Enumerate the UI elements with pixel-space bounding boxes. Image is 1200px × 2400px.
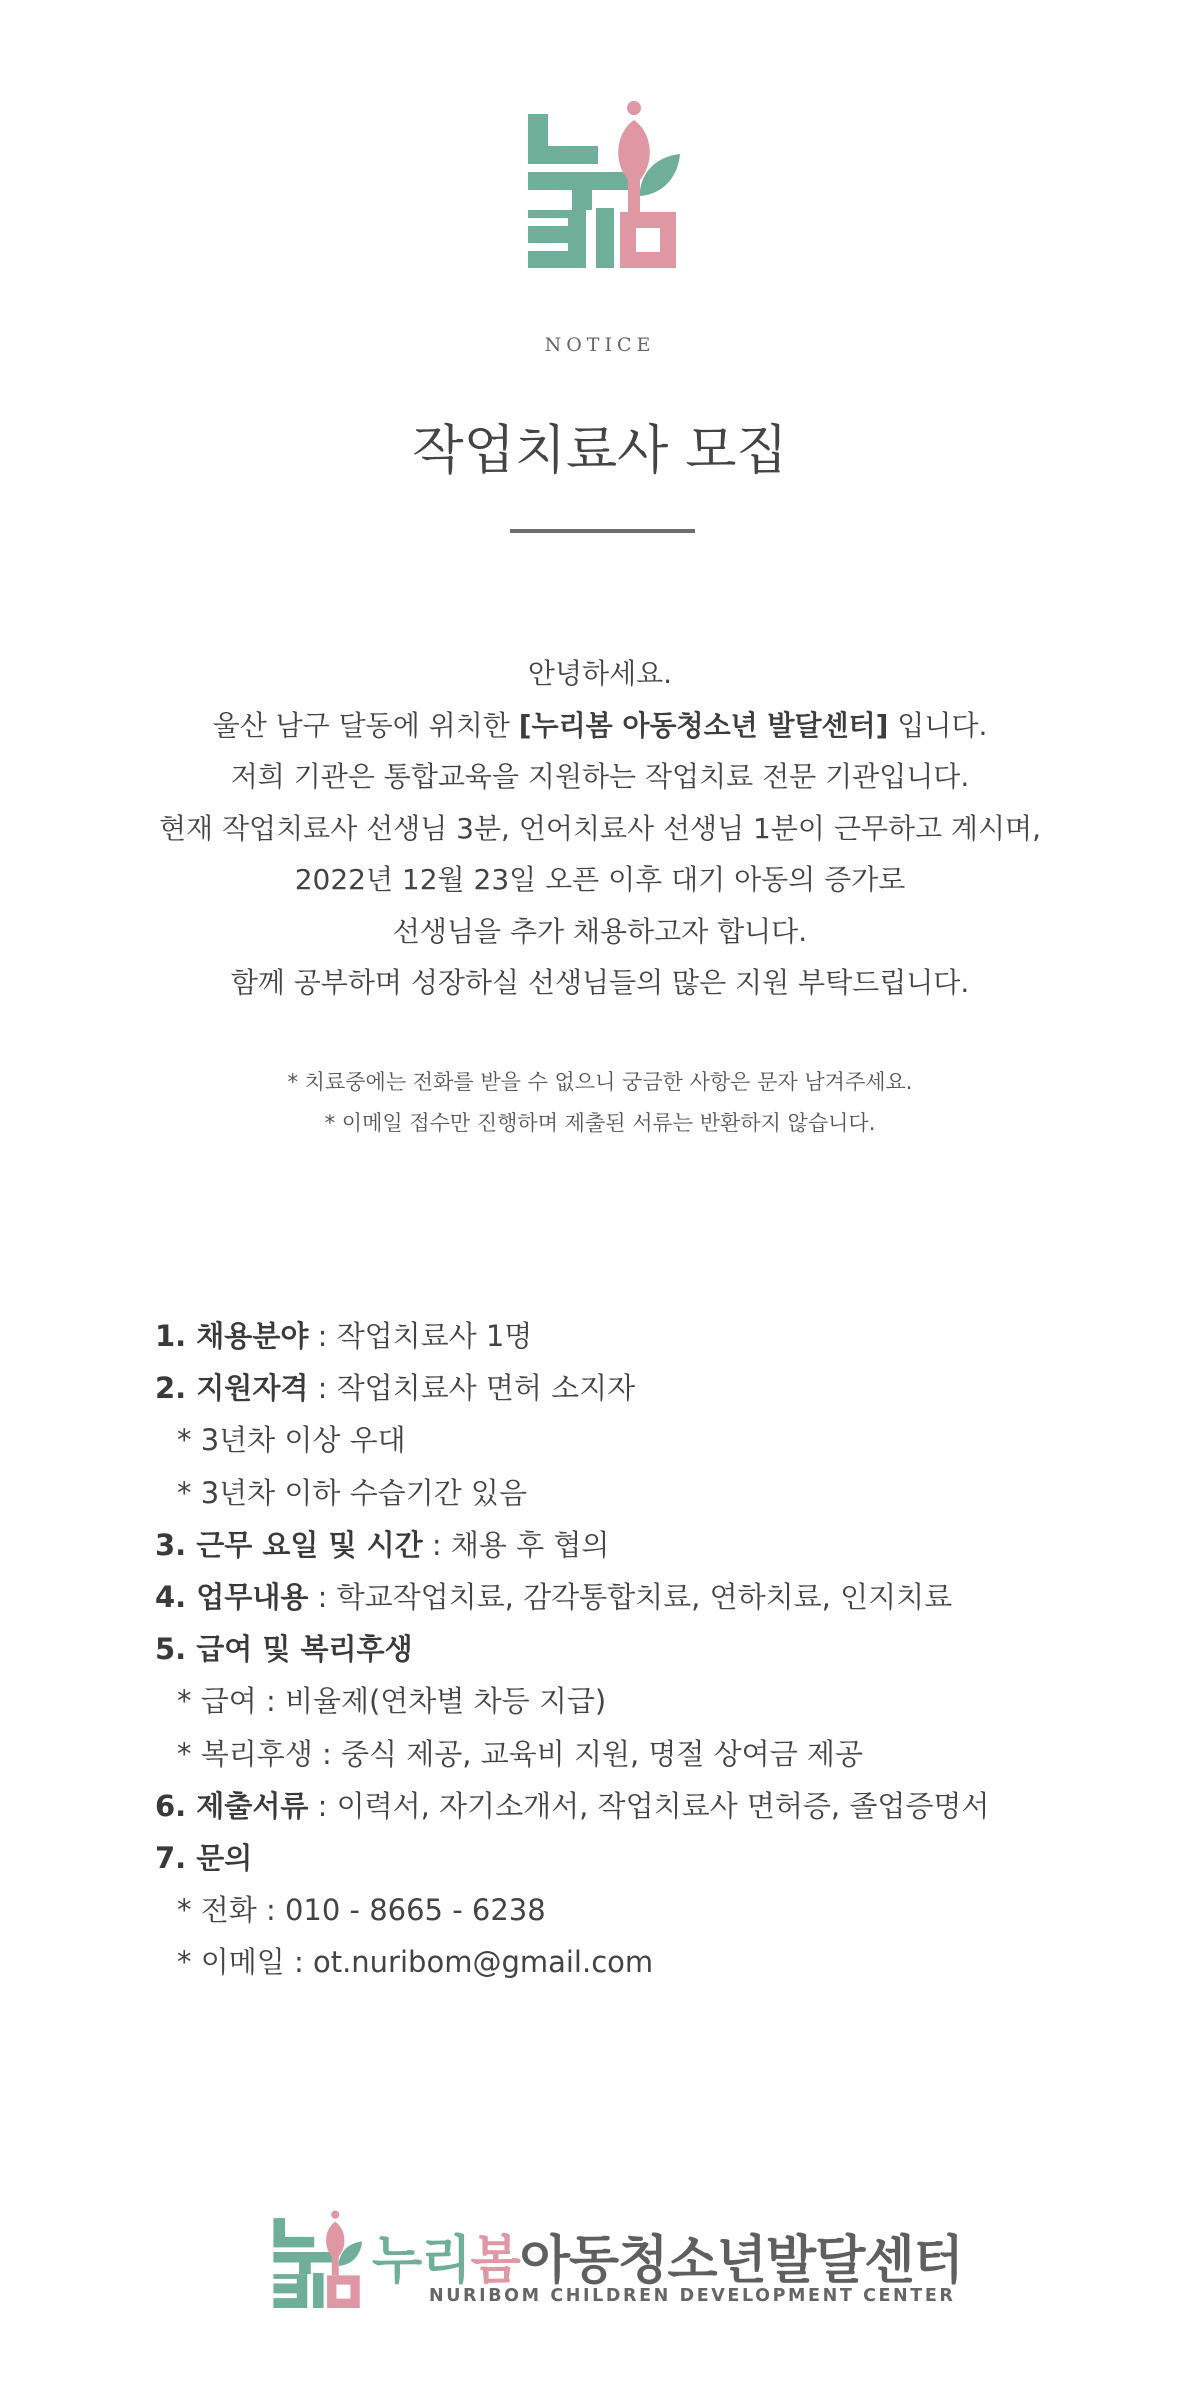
detail-key: 6. 제출서류 — [155, 1788, 309, 1823]
note-phone: * 치료중에는 전화를 받을 수 없으니 궁금한 사항은 문자 남겨주세요. — [287, 1070, 913, 1094]
detail-row — [155, 1519, 1115, 1571]
footer-name-part: 봄 — [470, 2231, 520, 2291]
detail-row — [155, 1571, 1115, 1623]
intro-line: 2022년 12월 23일 오픈 이후 대기 아동의 증가로 — [294, 863, 906, 896]
detail-value: : 학교작업치료, 감각통합치료, 연하치료, 인지치료 — [308, 1580, 953, 1615]
footer-center-name — [372, 2218, 963, 2293]
detail-key: 1. 채용분야 — [155, 1319, 309, 1353]
page-title: 작업치료사 모집 — [412, 420, 788, 481]
nuribom-logo-icon — [268, 2210, 364, 2308]
notice-label: NOTICE — [544, 334, 656, 356]
intro-line: 안녕하세요. — [527, 657, 673, 690]
intro-paragraph — [0, 648, 1200, 1009]
detail-value: : 채용 후 협의 — [422, 1527, 610, 1562]
detail-row — [155, 1623, 1115, 1675]
footer-name-part: 아동청소년발달센터 — [519, 2231, 963, 2291]
detail-row — [155, 1832, 1115, 1884]
detail-sub-row: * 급여 : 비율제(연차별 차등 지급) — [177, 1684, 607, 1719]
detail-value: : 작업치료사 면허 소지자 — [308, 1371, 636, 1406]
nuribom-logo-icon — [520, 100, 682, 268]
detail-row — [155, 1362, 1115, 1414]
detail-sub-row: * 3년차 이상 우대 — [177, 1423, 406, 1458]
intro-line: 현재 작업치료사 선생님 3분, 언어치료사 선생님 1분이 근무하고 계시며, — [159, 811, 1041, 845]
detail-key: 2. 지원자격 — [155, 1371, 309, 1406]
detail-sub-row: * 복리후생 : 중식 제공, 교육비 지원, 명절 상여금 제공 — [177, 1736, 863, 1771]
detail-key: 3. 근무 요일 및 시간 — [155, 1527, 423, 1562]
intro-line — [0, 700, 1200, 752]
note-email: * 이메일 접수만 진행하며 제출된 서류는 반환하지 않습니다. — [324, 1111, 876, 1135]
title-divider — [510, 529, 695, 533]
notes — [0, 1062, 1200, 1144]
detail-key: 4. 업무내용 — [155, 1580, 309, 1615]
detail-row — [155, 1310, 1115, 1362]
detail-value: : 이력서, 자기소개서, 작업치료사 면허증, 졸업증명서 — [308, 1788, 990, 1823]
contact-phone: * 전화 : 010 - 8665 - 6238 — [177, 1893, 546, 1928]
detail-row — [155, 1780, 1115, 1832]
footer-english-name: NURIBOM CHILDREN DEVELOPMENT CENTER — [429, 2286, 956, 2306]
intro-text: 울산 남구 달동에 위치한 — [212, 708, 519, 742]
detail-sub-row: * 3년차 이하 수습기간 있음 — [177, 1475, 527, 1510]
detail-value: : 작업치료사 1명 — [308, 1319, 533, 1353]
recruitment-details — [155, 1310, 1115, 1989]
detail-key: 5. 급여 및 복리후생 — [155, 1632, 413, 1667]
contact-email: * 이메일 : ot.nuribom@gmail.com — [177, 1945, 654, 1980]
intro-line: 함께 공부하며 성장하실 선생님들의 많은 지원 부탁드립니다. — [230, 966, 970, 999]
footer-brand — [0, 2210, 1200, 2320]
center-name-highlight: [누리봄 아동청소년 발달센터] — [518, 708, 889, 742]
intro-text: 입니다. — [888, 708, 988, 742]
intro-line: 저희 기관은 통합교육을 지원하는 작업치료 전문 기관입니다. — [230, 760, 970, 793]
detail-key: 7. 문의 — [155, 1841, 253, 1876]
footer-name-part: 누리 — [372, 2231, 471, 2291]
intro-line: 선생님을 추가 채용하고자 합니다. — [392, 914, 808, 948]
